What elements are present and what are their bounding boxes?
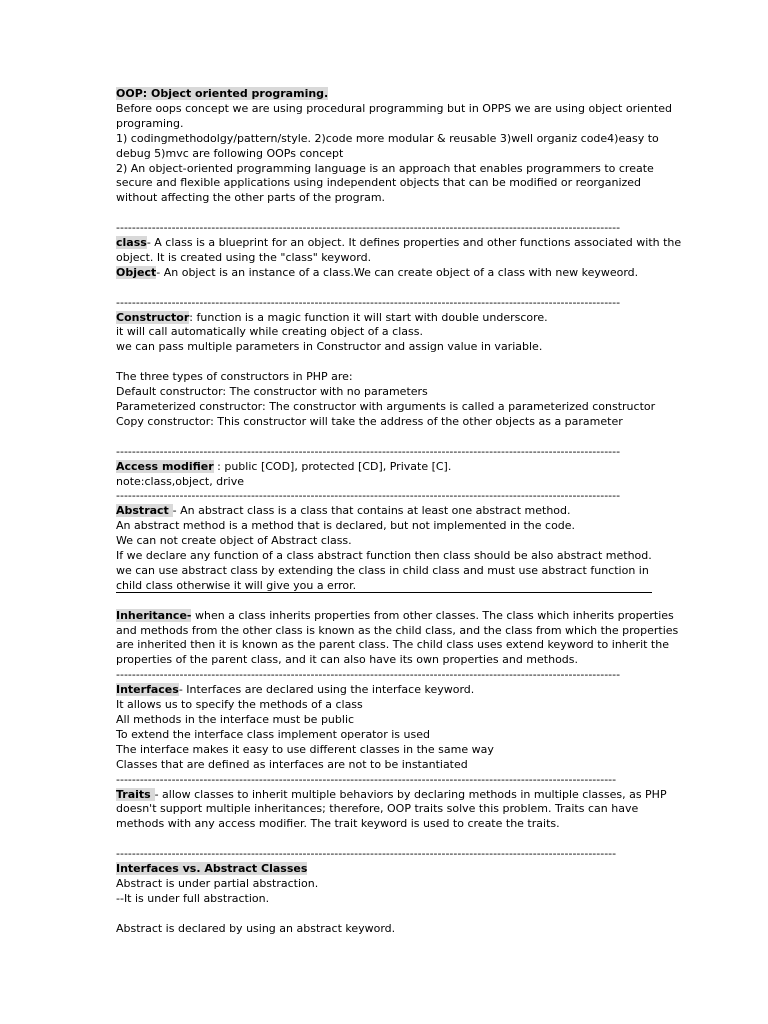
divider-rule: [116, 592, 652, 593]
inheritance-line: properties of the parent class, and it can also have its own properties and methods.: [116, 653, 579, 667]
abstract-line: we can use abstract class by extending the class in child class and must use abstract function in: [116, 563, 649, 577]
oop-line: 2) An object-oriented programming language is an approach that enables programmers to create: [116, 161, 654, 175]
constructor-types-line: Copy constructor: This constructor will take the address of the other objects as a parameter: [116, 414, 623, 428]
separator-line: -------------------------------------------------------------------------------------------------------------------------------: [116, 295, 621, 309]
inheritance-line: and methods from the other class is known as the child class, and the class from which the properties: [116, 623, 679, 637]
constructor-text: : function is a magic function it will start with double underscore.: [189, 310, 548, 324]
spacer: [116, 355, 646, 370]
access-text: : public [COD], protected [CD], Private [C].: [213, 459, 452, 473]
constructor-line: [116, 311, 646, 326]
class-line: object. It is created using the "class" keyword.: [116, 250, 372, 264]
spacer: [116, 206, 646, 221]
spacer: [116, 594, 646, 609]
spacer: [116, 281, 646, 296]
interfaces-term: Interfaces: [116, 683, 179, 697]
spacer: [116, 430, 646, 445]
compare-line: --It is under full abstraction.: [116, 891, 270, 905]
abstract-line: We can not create object of Abstract class.: [116, 534, 352, 548]
class-term: class: [116, 236, 147, 250]
object-term: Object: [116, 265, 157, 279]
compare-line: Abstract is under partial abstraction.: [116, 876, 319, 890]
oop-line: 1) codingmethodolgy/pattern/style. 2)code more modular & reusable 3)well organiz code4)easy to: [116, 131, 659, 145]
constructor-term: Constructor: [116, 310, 190, 324]
abstract-line: An abstract method is a method that is declared, but not implemented in the code.: [116, 519, 576, 533]
class-text: - A class is a blueprint for an object. It defines properties and other functions associated with the: [146, 236, 682, 250]
constructor-line: it will call automatically while creating object of a class.: [116, 325, 423, 339]
access-line: note:class,object, drive: [116, 474, 245, 488]
object-line: [116, 266, 646, 281]
interfaces-line: It allows us to specify the methods of a class: [116, 698, 363, 712]
separator-line: -------------------------------------------------------------------------------------------------------------------------------: [116, 444, 621, 458]
constructor-types-line: Default constructor: The constructor with no parameters: [116, 385, 428, 399]
interfaces-text: - Interfaces are declared using the interface keyword.: [178, 683, 475, 697]
separator-line: -------------------------------------------------------------------------------------------------------------------------------: [116, 668, 621, 682]
traits-line: [116, 787, 667, 803]
oop-heading: OOP: Object oriented programing.: [116, 87, 329, 100]
abstract-line: child class otherwise it will give you a error.: [116, 578, 357, 592]
abstract-line: [116, 504, 646, 519]
oop-heading-line: [116, 87, 646, 102]
document-body: [116, 87, 682, 937]
traits-text: - allow classes to inherit multiple behaviors by declaring methods in multiple classes, as PHP: [154, 787, 667, 801]
constructor-types-line: The three types of constructors in PHP are:: [116, 370, 353, 384]
traits-line: doesn't support multiple inheritances; therefore, OOP traits solve this problem. Traits can have: [116, 802, 639, 816]
abstract-line: If we declare any function of a class abstract function then class should be also abstract method.: [116, 549, 652, 563]
traits-term: Traits: [116, 787, 155, 801]
abstract-text: - An abstract class is a class that contains at least one abstract method.: [172, 504, 571, 518]
separator-line: ------------------------------------------------------------------------------------------------------------------------------: [116, 772, 617, 786]
inheritance-text: when a class inherits properties from other classes. The class which inherits properties: [191, 608, 674, 622]
inheritance-line: are inherited then it is known as the parent class. The child class uses extend keyword to inherit the: [116, 638, 669, 652]
inheritance-term: Inheritance-: [116, 608, 192, 622]
separator-line: -------------------------------------------------------------------------------------------------------------------------------: [116, 489, 621, 503]
class-line: [116, 236, 682, 251]
compare-heading-line: [116, 862, 646, 877]
constructor-types-line: Parameterized constructor: The constructor with arguments is called a parameterized constructor: [116, 399, 656, 413]
separator-line: -------------------------------------------------------------------------------------------------------------------------------: [116, 221, 621, 235]
compare-heading: Interfaces vs. Abstract Classes: [116, 862, 308, 876]
oop-line: secure and flexible applications using independent objects that can be modified or reorganized: [116, 176, 642, 190]
access-term: Access modifier: [116, 459, 214, 473]
interfaces-line: To extend the interface class implement operator is used: [116, 727, 430, 741]
oop-line: Before oops concept we are using procedural programming but in OPPS we are using object oriented: [116, 101, 672, 115]
traits-line: methods with any access modifier. The trait keyword is used to create the traits.: [116, 817, 560, 831]
spacer: [116, 907, 646, 922]
separator-line: ------------------------------------------------------------------------------------------------------------------------------: [116, 847, 617, 861]
access-line: [116, 460, 646, 475]
oop-line: without affecting the other parts of the program.: [116, 191, 386, 205]
spacer: [116, 832, 646, 847]
oop-line: debug 5)mvc are following OOPs concept: [116, 146, 344, 160]
interfaces-line: Classes that are defined as interfaces are not to be instantiated: [116, 757, 468, 771]
inheritance-line: [116, 608, 674, 624]
interfaces-line: All methods in the interface must be public: [116, 712, 355, 726]
object-text: - An object is an instance of a class.We can create object of a class with new keyweord.: [156, 265, 639, 279]
interfaces-line: The interface makes it easy to use different classes in the same way: [116, 742, 494, 756]
oop-line: programing.: [116, 116, 184, 130]
interfaces-line: [116, 683, 646, 698]
constructor-line: we can pass multiple parameters in Constructor and assign value in variable.: [116, 340, 543, 354]
abstract-term: Abstract: [116, 504, 173, 518]
compare-line: Abstract is declared by using an abstract keyword.: [116, 921, 396, 935]
